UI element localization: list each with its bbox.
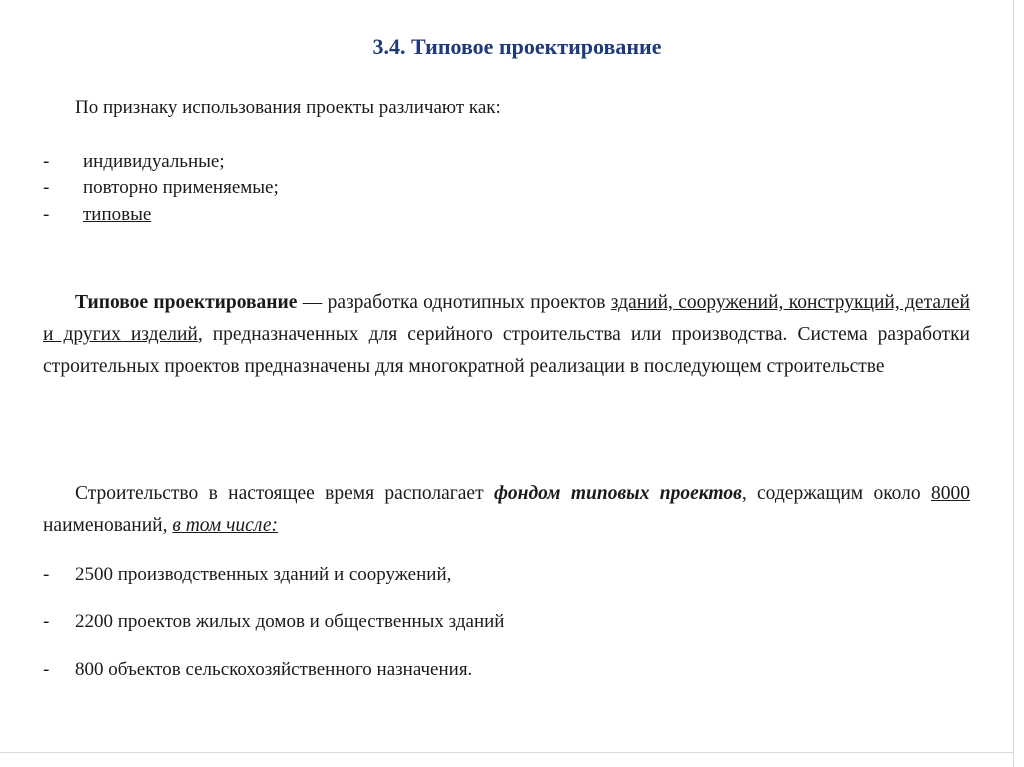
- list-bullet: -: [43, 564, 50, 585]
- list-bullet: -: [43, 204, 50, 225]
- slide-frame-bottom-border: [0, 752, 1014, 753]
- slide-frame-right-border: [1013, 0, 1014, 767]
- fund-text-mid: , содержащим около: [741, 483, 931, 504]
- list-bullet: -: [43, 177, 50, 198]
- list-bullet: -: [43, 611, 50, 632]
- fund-count: 8000: [931, 483, 970, 504]
- definition-paragraph: [43, 287, 970, 383]
- count-item-agricultural: 800 объектов сельскохозяйственного назначения.: [75, 659, 473, 680]
- fund-colon: :: [271, 515, 278, 536]
- count-item-residential: 2200 проектов жилых домов и общественных зданий: [75, 611, 505, 632]
- definition-objects: зданий, сооружений, конструкций, деталей и других изделий: [43, 292, 970, 345]
- list-bullet: -: [43, 151, 50, 172]
- definition-term: Типовое проектирование: [75, 292, 298, 313]
- count-item-industrial: 2500 производственных зданий и сооружений,: [75, 564, 452, 585]
- fund-paragraph: [43, 478, 970, 542]
- definition-text: — разработка однотипных проектов: [297, 292, 611, 313]
- definition-text-rest: , предназначенных для серийного строительства или производства. Система разработки строительных проектов предназначены для многократной реализации в последующем строительстве: [43, 324, 970, 377]
- fund-text-end: наименований,: [43, 515, 173, 536]
- list-item-individual: индивидуальные;: [83, 151, 225, 172]
- fund-including: в том числе: [172, 515, 272, 536]
- list-bullet: -: [43, 659, 50, 680]
- list-item-reused: повторно применяемые;: [83, 177, 279, 198]
- intro-text: По признаку использования проекты различают как:: [75, 97, 501, 118]
- fund-term: фондом типовых проектов: [493, 483, 742, 504]
- fund-text: Строительство в настоящее время располагает: [75, 483, 494, 504]
- list-item-typical: типовые: [83, 204, 152, 225]
- slide-title: 3.4. Типовое проектирование: [372, 34, 662, 59]
